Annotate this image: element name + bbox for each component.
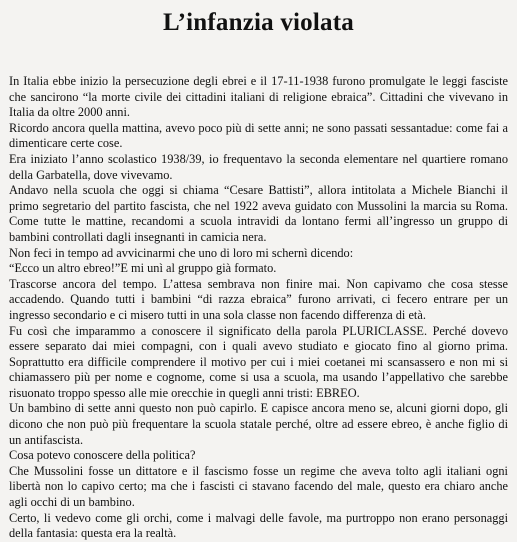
document-title: L’infanzia violata (163, 9, 354, 36)
paragraph-1: In Italia ebbe inizio la persecuzione degli ebrei e il 17-11-1938 furono promulgate le leggi fasciste che sancirono “la morte civile dei cittadini italiani di religione ebraica”. Cittadini che vivevano in Italia da oltre 2000 anni. (9, 74, 508, 120)
paragraph-6: “Ecco un altro ebreo!”E mi unì al gruppo già formato. (9, 261, 277, 276)
paragraph-8: Fu così che imparammo a conoscere il significato della parola PLURICLASSE. Perché dovevo essere separato dai miei compagni, con i quali avevo studiato e giocato fino al giorno prima. Soprattutto era difficile comprendere il motivo per cui i miei coetanei mi scansassero e non mi si chiamassero più per nome e cognome, come si usa a scuola, ma usando l’appellativo che sarebbe risuonato troppo spesso alle mie orecchie in quegli anni tristi: EBREO. (9, 323, 508, 400)
paragraph-9: Un bambino di sette anni questo non può capirlo. E capisce ancora meno se, alcuni giorni dopo, gli dicono che non può più frequentare la scuola statale perché, oltre ad essere ebreo, è anche figlio di un antifascista. (9, 401, 508, 447)
paragraph-7: Trascorse ancora del tempo. L’attesa sembrava non finire mai. Non capivamo che cosa stesse accadendo. Quando tutti i bambini “di razza ebraica” furono arrivati, ci fecero entrare per un ingresso secondario e ci misero tutti in una sola classe non facendo differenza di età. (9, 276, 508, 322)
paragraph-11: Che Mussolini fosse un dittatore e il fascismo fosse un regime che aveva tolto agli italiani ogni libertà non lo capivo certo; ma che i fascisti ci stavano facendo del male, questo era chiaro anche agli occhi di un bambino. (9, 463, 508, 510)
paragraph-5: Non feci in tempo ad avvicinarmi che uno di loro mi schernì dicendo: (9, 245, 354, 260)
paragraph-12: Certo, li vedevo come gli orchi, come i malvagi delle favole, ma purtroppo non erano personaggi della fantasia: questa era la realtà. (9, 510, 508, 541)
document-body (9, 74, 508, 542)
paragraph-2: Ricordo ancora quella mattina, avevo poco più di sette anni; ne sono passati sessantadue: come fai a dimenticare certe cose. (9, 120, 508, 151)
paragraph-10: Cosa potevo conoscere della politica? (9, 448, 196, 463)
paragraph-3: Era iniziato l’anno scolastico 1938/39, io frequentavo la seconda elementare nel quartiere romano della Garbatella, dove vivevamo. (9, 151, 508, 182)
paragraph-4: Andavo nella scuola che oggi si chiama “Cesare Battisti”, allora intitolata a Michele Bianchi il primo segretario del partito fascista, che nel 1922 aveva guidato con Mussolini la marcia su Roma. Come tutte le mattine, recandomi a scuola intravidi da lontano fermi all’ingresso un gruppo di bambini controllati dagli insegnanti in camicia nera. (9, 183, 508, 244)
